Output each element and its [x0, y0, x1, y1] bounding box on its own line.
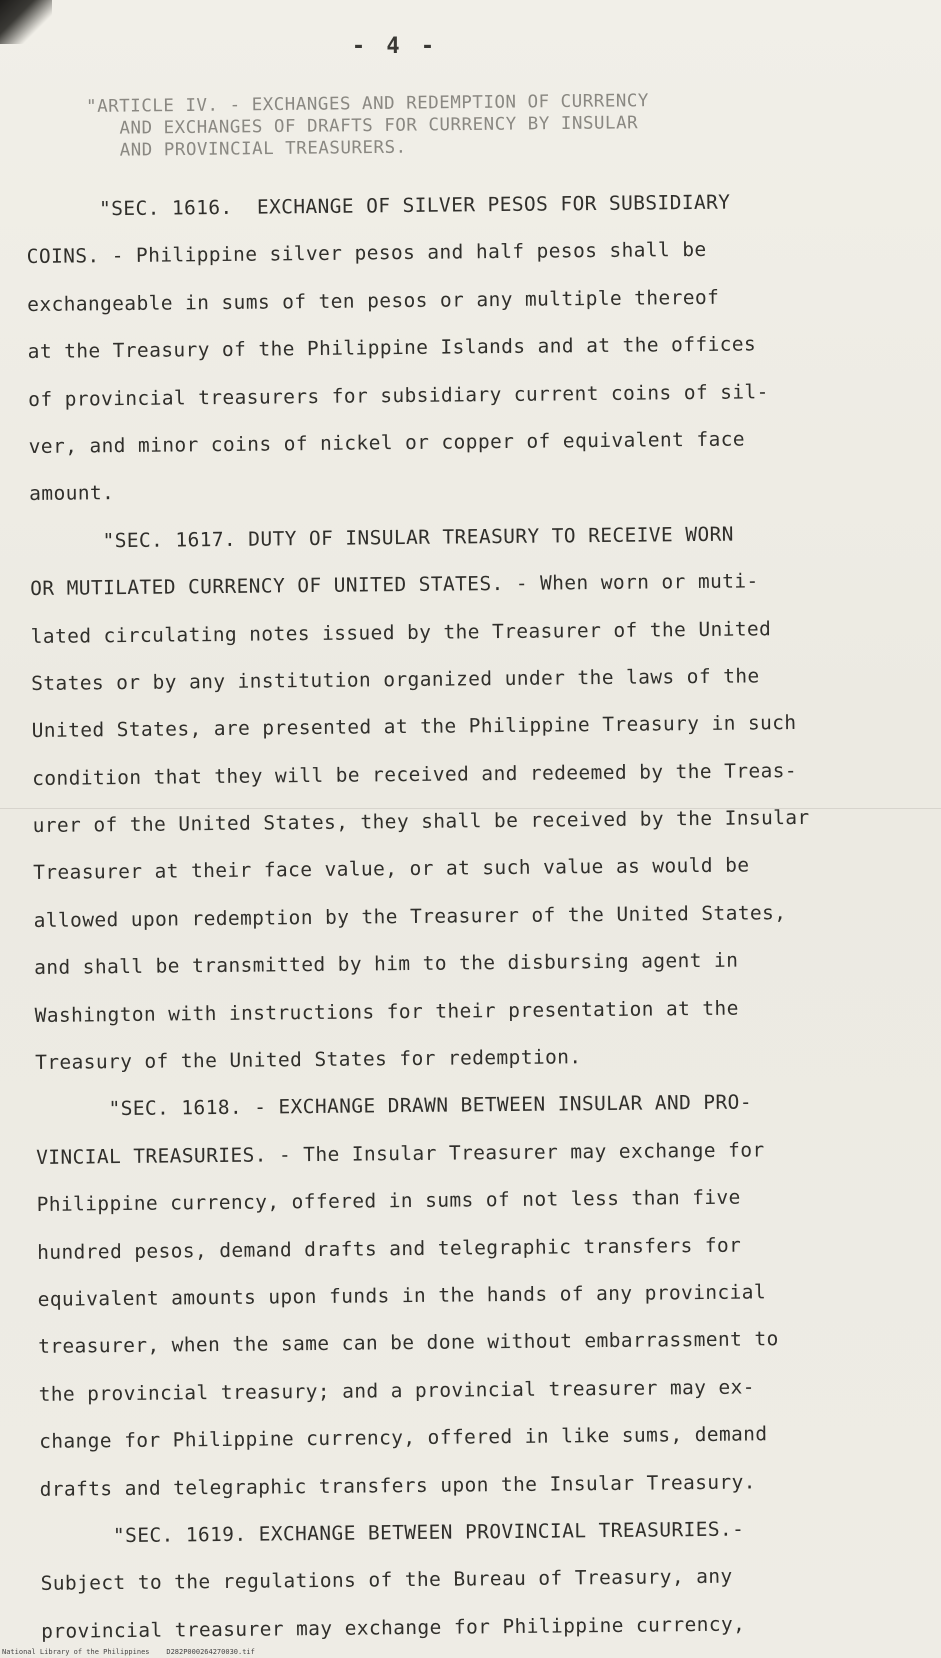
text-line: "SEC. 1616. EXCHANGE OF SILVER PESOS FOR SUBSIDIARY: [26, 190, 731, 221]
text-line: drafts and telegraphic transfers upon the Insular Treasury.: [39, 1469, 756, 1501]
text-line: United States, are presented at the Philippine Treasury in such: [31, 711, 797, 743]
text-line: ver, and minor coins of nickel or copper of equivalent face: [28, 427, 746, 458]
article-heading: [86, 89, 787, 162]
text-line: Subject to the regulations of the Bureau of Treasury, any: [40, 1565, 733, 1596]
text-line: Treasurer at their face value, or at such value as would be: [33, 853, 750, 885]
heading-line: "ARTICLE IV. - EXCHANGES AND REDEMPTION OF CURRENCY: [86, 91, 650, 117]
text-line: urer of the United States, they shall be received by the Insular: [32, 805, 810, 838]
text-line: "SEC. 1618. - EXCHANGE DRAWN BETWEEN INSULAR AND PRO-: [35, 1090, 753, 1122]
text-line: VINCIAL TREASURIES. - The Insular Treasurer may exchange for: [36, 1138, 765, 1169]
text-line: of provincial treasurers for subsidiary current coins of sil-: [28, 379, 769, 411]
text-line: "SEC. 1619. EXCHANGE BETWEEN PROVINCIAL TREASURIES.-: [40, 1517, 745, 1548]
text-line: condition that they will be received and redeemed by the Treas-: [32, 758, 798, 790]
text-line: equivalent amounts upon funds in the hands of any provincial: [37, 1280, 767, 1311]
text-line: at the Treasury of the Philippine Islands and at the offices: [27, 332, 757, 364]
text-line: exchangeable in sums of ten pesos or any multiple thereof: [27, 285, 720, 316]
text-line: treasurer, when the same can be done without embarrassment to: [38, 1327, 779, 1359]
document-body: [26, 177, 921, 1655]
text-line: and shall be transmitted by him to the disbursing agent in: [34, 948, 739, 980]
text-line: States or by any institution organized under the laws of the: [31, 664, 760, 695]
text-line: COINS. - Philippine silver pesos and half pesos shall be: [26, 238, 707, 269]
text-line: the provincial treasury; and a provincial treasurer may ex-: [38, 1375, 755, 1406]
text-line: change for Philippine currency, offered in like sums, demand: [39, 1422, 768, 1454]
text-line: Treasury of the United States for redemption.: [35, 1045, 582, 1074]
text-line: lated circulating notes issued by the Treasurer of the United: [30, 616, 772, 648]
page-number: - 4 -: [351, 34, 439, 59]
text-line: allowed upon redemption by the Treasurer of the United States,: [33, 900, 787, 932]
text-line: Washington with instructions for their presentation at the: [34, 996, 739, 1027]
archive-footer: National Library of the Philippines D282P000264270030.tif: [2, 1648, 255, 1656]
text-line: amount.: [29, 481, 115, 506]
text-line: hundred pesos, demand drafts and telegraphic transfers for: [37, 1233, 742, 1264]
text-line: "SEC. 1617. DUTY OF INSULAR TREASURY TO RECEIVE WORN: [29, 522, 734, 553]
text-line: OR MUTILATED CURRENCY OF UNITED STATES. - When worn or muti-: [30, 569, 759, 601]
heading-line: AND EXCHANGES OF DRAFTS FOR CURRENCY BY INSULAR: [86, 113, 639, 139]
text-line: Philippine currency, offered in sums of not less than five: [36, 1185, 741, 1217]
heading-line: AND PROVINCIAL TREASURERS.: [86, 137, 407, 161]
text-line: provincial treasurer may exchange for Philippine currency,: [41, 1612, 746, 1643]
